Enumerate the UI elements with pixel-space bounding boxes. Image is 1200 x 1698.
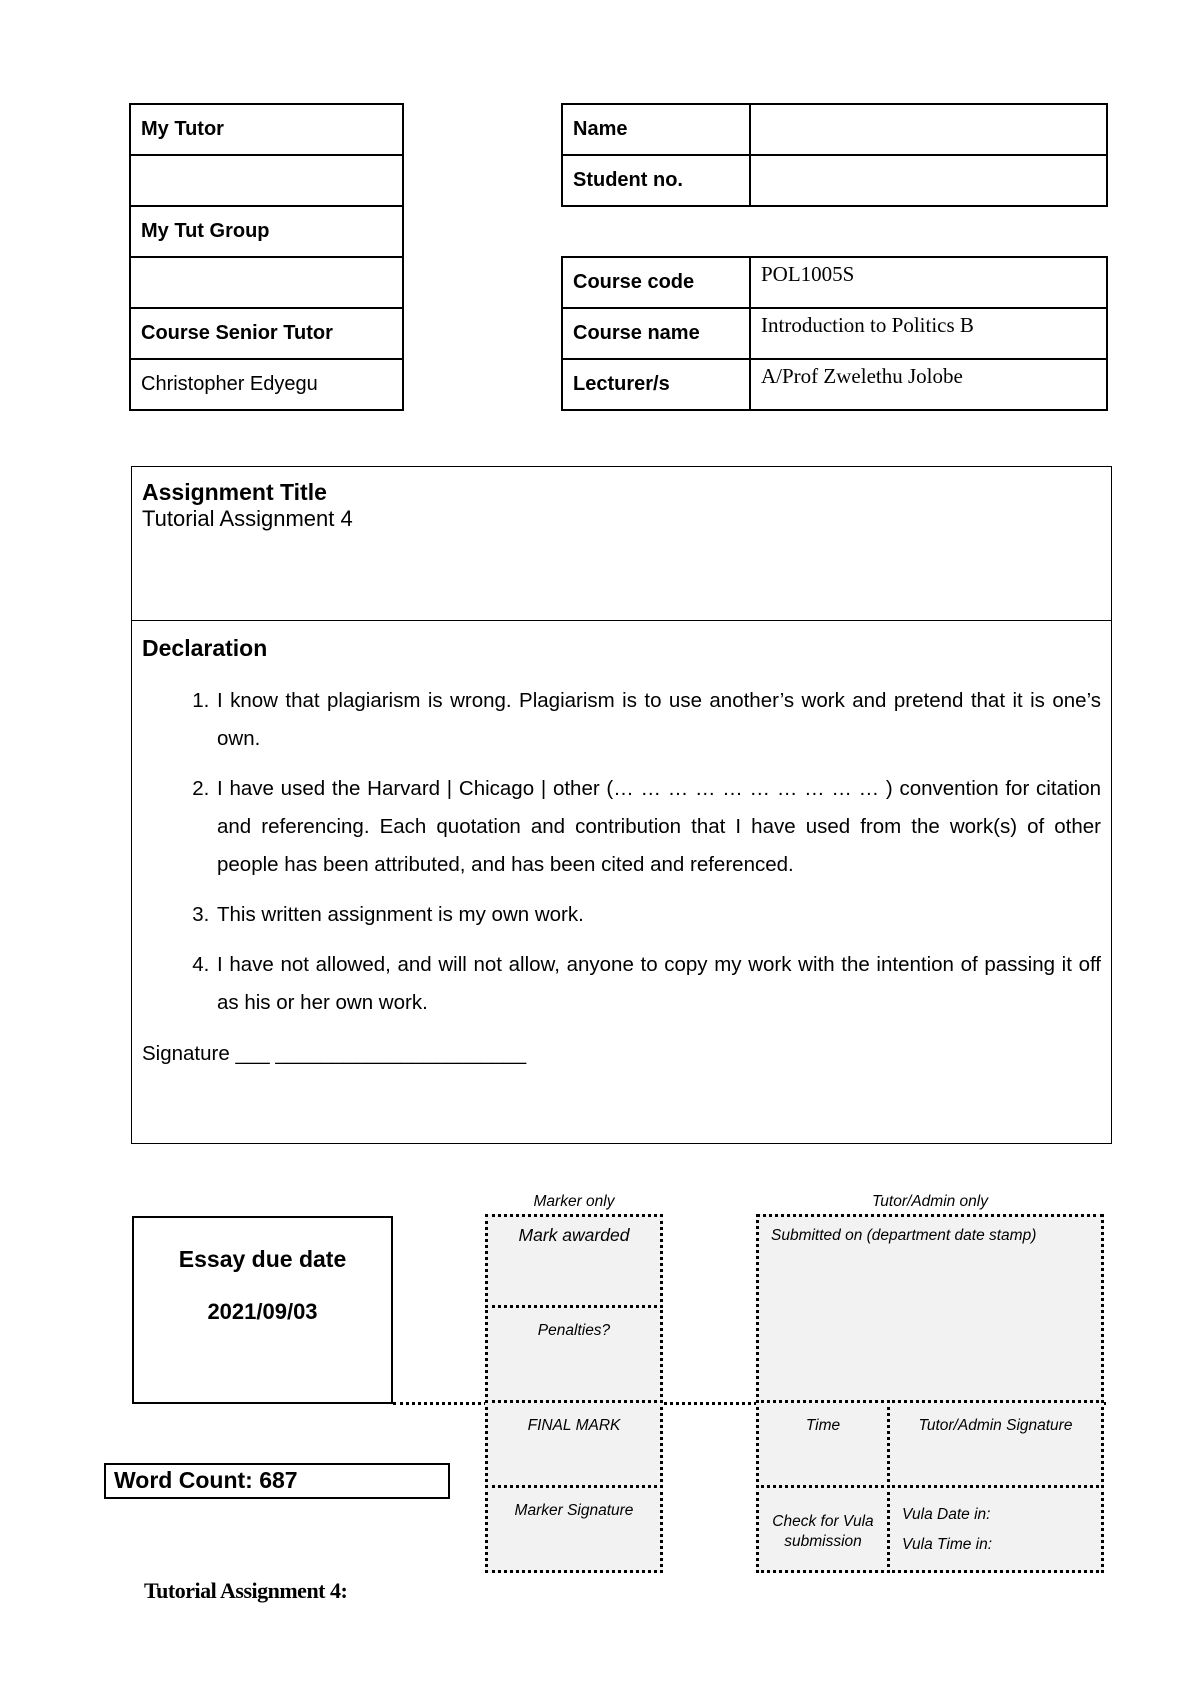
- essay-due-box: [132, 1216, 393, 1404]
- student-no-label: Student no.: [562, 155, 750, 206]
- assignment-title-section: [132, 467, 1111, 621]
- vula-cell[interactable]: [887, 1485, 1104, 1573]
- declaration-list: [142, 682, 1101, 1022]
- my-tutor-field[interactable]: [130, 155, 403, 206]
- marker-signature-cell[interactable]: [485, 1485, 663, 1573]
- check-vula-label: Check for Vula submission: [772, 1513, 874, 1550]
- declaration-item: 1. I know that plagiarism is wrong. Plagiarism is to use another’s work and pretend that it is one’s own.: [215, 682, 1101, 758]
- signature-line[interactable]: Signature ___ ______________________: [142, 1042, 527, 1065]
- check-vula-cell[interactable]: [756, 1485, 890, 1573]
- senior-tutor-label: Course Senior Tutor: [130, 308, 403, 359]
- assignment-box: [131, 466, 1112, 1144]
- tutor-table: [129, 103, 404, 411]
- mark-awarded-cell[interactable]: [485, 1214, 663, 1308]
- tutor-admin-signature-cell[interactable]: [887, 1400, 1104, 1488]
- time-cell[interactable]: [756, 1400, 890, 1488]
- final-mark-label: FINAL MARK: [527, 1417, 621, 1434]
- course-name-value: Introduction to Politics B: [750, 308, 1107, 359]
- course-code-value: POL1005S: [750, 257, 1107, 308]
- declaration-heading: Declaration: [142, 635, 268, 661]
- course-name-label: Course name: [562, 308, 750, 359]
- word-count: Word Count: 687: [104, 1463, 450, 1499]
- student-no-field[interactable]: [750, 155, 1107, 206]
- penalties-label: Penalties?: [537, 1322, 611, 1339]
- course-code-label: Course code: [562, 257, 750, 308]
- name-label: Name: [562, 104, 750, 155]
- senior-tutor-value: Christopher Edyegu: [130, 359, 403, 410]
- declaration-section: [132, 621, 1111, 1080]
- marker-only-caption: Marker only: [533, 1193, 615, 1210]
- due-date-label: Essay due date: [178, 1246, 347, 1272]
- assignment-title-value: Tutorial Assignment 4: [142, 506, 353, 531]
- tutor-admin-caption: Tutor/Admin only: [871, 1193, 988, 1210]
- submitted-on-cell[interactable]: [756, 1214, 1104, 1403]
- course-table: [561, 256, 1108, 411]
- tut-group-field[interactable]: [130, 257, 403, 308]
- declaration-item: 4. I have not allowed, and will not allow, anyone to copy my work with the intention of passing it off as his or her own work.: [215, 946, 1101, 1022]
- penalties-cell[interactable]: [485, 1305, 663, 1403]
- tut-group-label: My Tut Group: [130, 206, 403, 257]
- vula-time-label: Vula Time in:: [902, 1536, 993, 1553]
- my-tutor-label: My Tutor: [130, 104, 403, 155]
- time-label: Time: [805, 1417, 841, 1434]
- due-date-value: 2021/09/03: [207, 1299, 318, 1324]
- mark-awarded-label: Mark awarded: [518, 1225, 630, 1245]
- lecturer-value: A/Prof Zwelethu Jolobe: [750, 359, 1107, 410]
- declaration-item: 2. I have used the Harvard | Chicago | other (… … … … … … … … … … ) convention for citation and referencing. Each quotation and contribution that I have used from the work(s) of other people has been attributed, and has been cited and referenced.: [215, 770, 1101, 884]
- student-table: [561, 103, 1108, 207]
- assignment-title-label: Assignment Title: [142, 479, 327, 505]
- submitted-on-label: Submitted on (department date stamp): [771, 1227, 1037, 1244]
- final-mark-cell[interactable]: [485, 1400, 663, 1488]
- name-field[interactable]: [750, 104, 1107, 155]
- declaration-item: 3. This written assignment is my own work.: [215, 896, 1101, 934]
- footer-heading: Tutorial Assignment 4:: [144, 1578, 348, 1603]
- vula-date-label: Vula Date in:: [902, 1506, 991, 1523]
- lecturer-label: Lecturer/s: [562, 359, 750, 410]
- tutor-admin-signature-label: Tutor/Admin Signature: [918, 1417, 1073, 1434]
- marker-signature-label: Marker Signature: [514, 1502, 634, 1519]
